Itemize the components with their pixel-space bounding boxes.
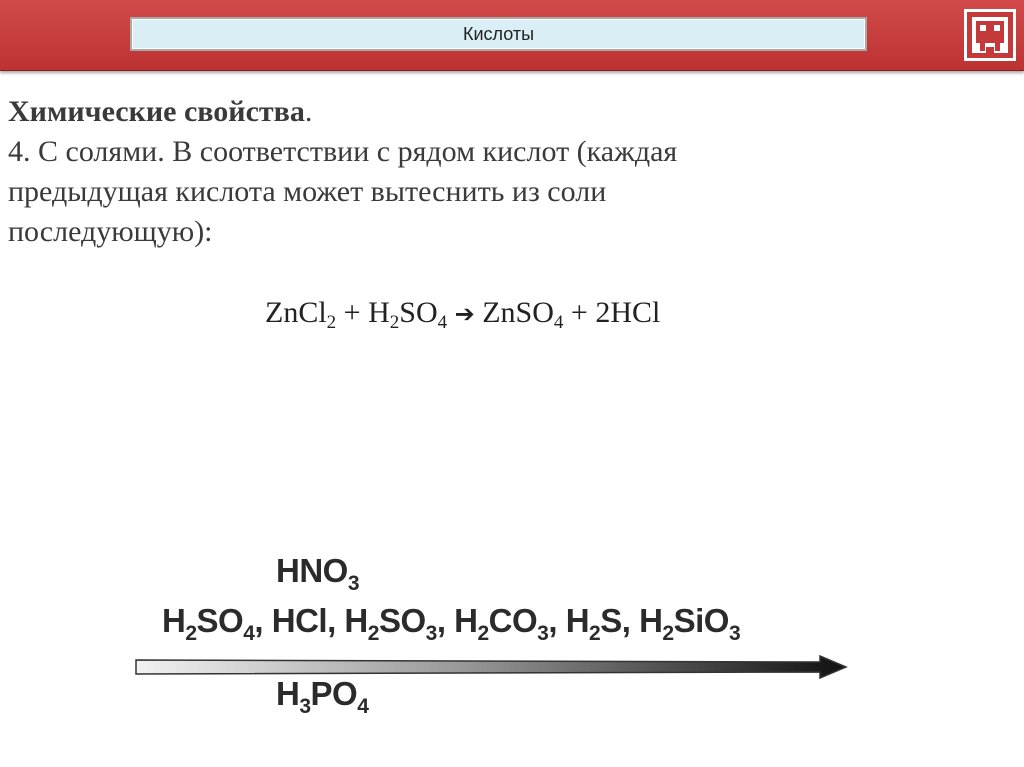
acid-subscript: 4 (357, 695, 369, 718)
series-arrow-icon (130, 648, 850, 688)
acid-subscript: 3 (347, 572, 360, 595)
title-box (130, 17, 867, 51)
slide-title: Кислоты (462, 23, 535, 44)
text-line-1: 4. С солями. В соответствии с рядом кислот (каждая (8, 135, 678, 168)
eq-text: + H (336, 296, 390, 329)
heading-line (8, 92, 1008, 132)
eq-text: ZnCl (265, 296, 327, 329)
slide-text (8, 92, 1008, 252)
eq-text: ZnSO (474, 296, 554, 329)
eq-subscript: 4 (553, 312, 564, 333)
acid-subscript: 2 (185, 622, 197, 645)
eq-text: SO (399, 296, 438, 329)
eq-subscript: 4 (437, 312, 448, 333)
eq-subscript: 2 (389, 312, 400, 333)
acid-text: S, H (600, 602, 663, 639)
acid-text: , H (548, 602, 590, 639)
acid-text: CO (488, 602, 538, 639)
acid-text: , HCl, H (254, 602, 368, 639)
reaction-arrow-icon: ➔ (454, 300, 475, 328)
acid-text: HNO (276, 552, 348, 589)
acid-subscript: 3 (537, 622, 549, 645)
section-heading: Химические свойства (8, 95, 305, 128)
acid-text: SO (196, 602, 244, 639)
acid-subscript: 3 (425, 622, 437, 645)
presentation-logo-icon (964, 9, 1016, 61)
eq-text (447, 296, 455, 329)
header-bar (0, 0, 1024, 71)
acid-subscript: 2 (477, 622, 489, 645)
eq-subscript: 2 (326, 312, 337, 333)
acid-series-row (162, 602, 740, 646)
acid-subscript: 2 (662, 622, 674, 645)
acid-text: H (162, 602, 186, 639)
acid-subscript: 2 (367, 622, 379, 645)
eq-text: + 2HCl (563, 296, 661, 329)
reaction-equation (265, 296, 660, 334)
acid-text: PO (310, 675, 358, 712)
heading-period: . (304, 95, 313, 128)
acid-subscript: 4 (243, 622, 255, 645)
acid-subscript: 2 (589, 622, 601, 645)
text-line-2: предыдущая кислота может вытеснить из соли (8, 175, 607, 208)
acid-series-top (276, 552, 359, 596)
acid-text: H (276, 675, 300, 712)
text-line-3: последующую): (8, 215, 213, 248)
acid-text: , H (436, 602, 478, 639)
acid-text: SO (378, 602, 426, 639)
acid-subscript: 3 (299, 695, 311, 718)
acid-subscript: 3 (728, 622, 741, 645)
acid-series-bottom (276, 675, 368, 719)
acid-series-figure (130, 550, 860, 740)
acid-text: SiO (673, 602, 729, 639)
